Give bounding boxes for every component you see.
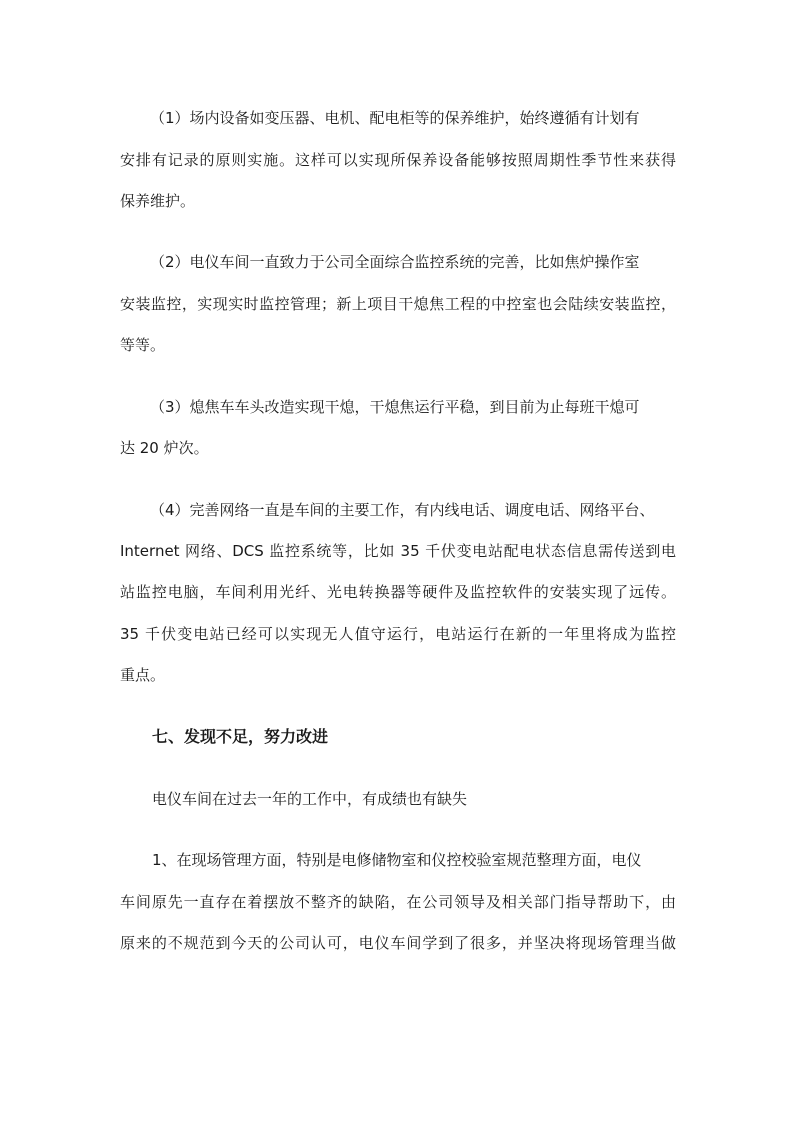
paragraph-1-line-1: （1）场内设备如变压器、电机、配电柜等的保养维护，始终遵循有计划有 [150,109,640,127]
paragraph-4-line-5: 重点。 [120,666,166,684]
section-heading: 七、发现不足，努力改进 [152,727,329,746]
section-intro: 电仪车间在过去一年的工作中，有成绩也有缺失 [152,790,468,808]
paragraph-2-line-3: 等等。 [120,336,166,354]
item-1-line-1: 1、在现场管理方面，特别是电修储物室和仪控校验室规范整理方面，电仪 [152,851,642,869]
item-1-line-2: 车间原先一直存在着摆放不整齐的缺陷，在公司领导及相关部门指导帮助下，由 [120,893,676,911]
paragraph-3-line-2: 达 20 炉次。 [120,439,209,457]
item-1-line-3: 原来的不规范到今天的公司认可，电仪车间学到了很多，并坚决将现场管理当做 [120,934,676,952]
paragraph-2-line-1: （2）电仪车间一直致力于公司全面综合监控系统的完善，比如焦炉操作室 [150,253,640,271]
paragraph-4-line-3: 站监控电脑，车间利用光纤、光电转换器等硬件及监控软件的安装实现了远传。 [120,583,676,601]
paragraph-4-line-1: （4）完善网络一直是车间的主要工作，有内线电话、调度电话、网络平台、 [150,501,655,519]
paragraph-4-line-4: 35 千伏变电站已经可以实现无人值守运行，电站运行在新的一年里将成为监控 [120,625,676,643]
paragraph-2-line-2: 安装监控，实现实时监控管理；新上项目干熄焦工程的中控室也会陆续安装监控， [120,295,676,313]
paragraph-1-line-2: 安排有记录的原则实施。这样可以实现所保养设备能够按照周期性季节性来获得 [120,151,676,169]
paragraph-4-line-2: Internet 网络、DCS 监控系统等，比如 35 千伏变电站配电状态信息需传送到电 [120,542,676,560]
paragraph-1-line-3: 保养维护。 [120,192,196,210]
paragraph-3-line-1: （3）熄焦车车头改造实现干熄，干熄焦运行平稳，到目前为止每班干熄可 [150,398,640,416]
